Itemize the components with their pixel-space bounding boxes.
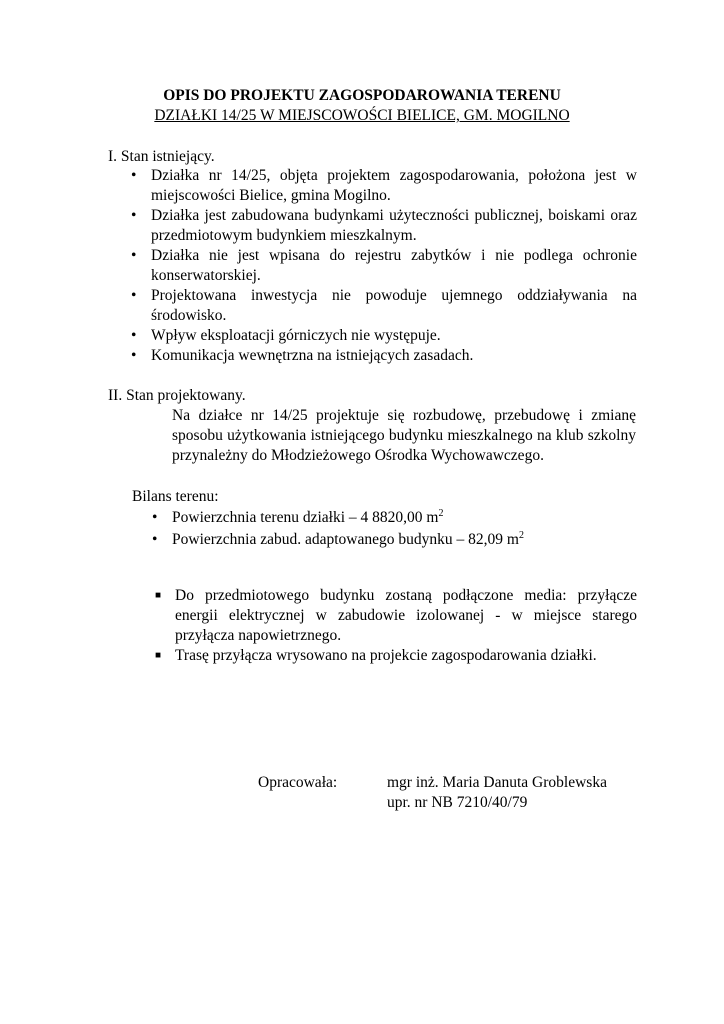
square-bullet-icon: ■ <box>155 650 162 661</box>
list-item: ■ Trasę przyłącza wrysowano na projekcie zagospodarowania działki. <box>155 647 597 664</box>
bullet-icon: • <box>131 347 137 364</box>
section-2-paragraph: Na działce nr 14/25 projektuje się rozbudowę, przebudowę i zmianę sposobu użytkowania istniejącego budynku mieszkalnego na klub szkolny przynależny do Młodzieżowego Ośrodka Wychowawczego. <box>172 407 636 464</box>
list-item: • Projektowana inwestycja nie powoduje ujemnego oddziaływania na środowisko. <box>131 287 637 324</box>
bilans-list <box>152 507 642 552</box>
bullet-icon: • <box>131 207 137 224</box>
signature-license: upr. nr NB 7210/40/79 <box>387 794 528 811</box>
list-item: • Działka nie jest wpisana do rejestru zabytków i nie podlega ochronie konserwatorskiej. <box>131 247 637 284</box>
bullet-icon: • <box>131 247 137 264</box>
list-item: • Komunikacja wewnętrzna na istniejących zasadach. <box>131 347 474 364</box>
list-item: • Działka jest zabudowana budynkami użyteczności publicznej, boiskami oraz przedmiotowym budynkiem mieszkalnym. <box>131 207 637 244</box>
list-item: • Powierzchnia terenu działki – 4 8820,00 $m^2$ <box>152 507 444 526</box>
bilans-heading: Bilans terenu: <box>132 488 219 505</box>
square-bullet-icon: ■ <box>155 590 162 601</box>
media-list <box>155 586 637 666</box>
document-subtitle: DZIAŁKI 14/25 W MIEJSCOWOŚCI BIELICE, GM. MOGILNO <box>154 107 570 124</box>
bullet-icon: • <box>131 287 137 304</box>
document-title: OPIS DO PROJEKTU ZAGOSPODAROWANIA TERENU <box>163 87 561 104</box>
signature-label: Opracowała: <box>258 774 338 791</box>
bullet-icon: • <box>131 167 137 184</box>
list-item: ■ Do przedmiotowego budynku zostaną podłączone media: przyłącze energii elektrycznej w zabudowie izolowanej - w miejsce starego przyłącza napowietrznego. <box>155 587 637 644</box>
list-item: • Działka nr 14/25, objęta projektem zagospodarowania, położona jest w miejscowości Bielice, gmina Mogilno. <box>131 167 637 204</box>
section-2-heading: II. Stan projektowany. <box>108 387 246 404</box>
section-1-list <box>131 166 637 366</box>
bullet-icon: • <box>131 327 137 344</box>
signature-name: mgr inż. Maria Danuta Groblewska <box>387 774 607 791</box>
list-item: • Wpływ eksploatacji górniczych nie występuje. <box>131 327 441 344</box>
section-1-heading: I. Stan istniejący. <box>108 148 215 165</box>
bullet-icon: • <box>152 509 158 526</box>
bullet-icon: • <box>152 531 158 548</box>
list-item: • Powierzchnia zabud. adaptowanego budynku – 82,09 $m^2$ <box>152 529 524 548</box>
